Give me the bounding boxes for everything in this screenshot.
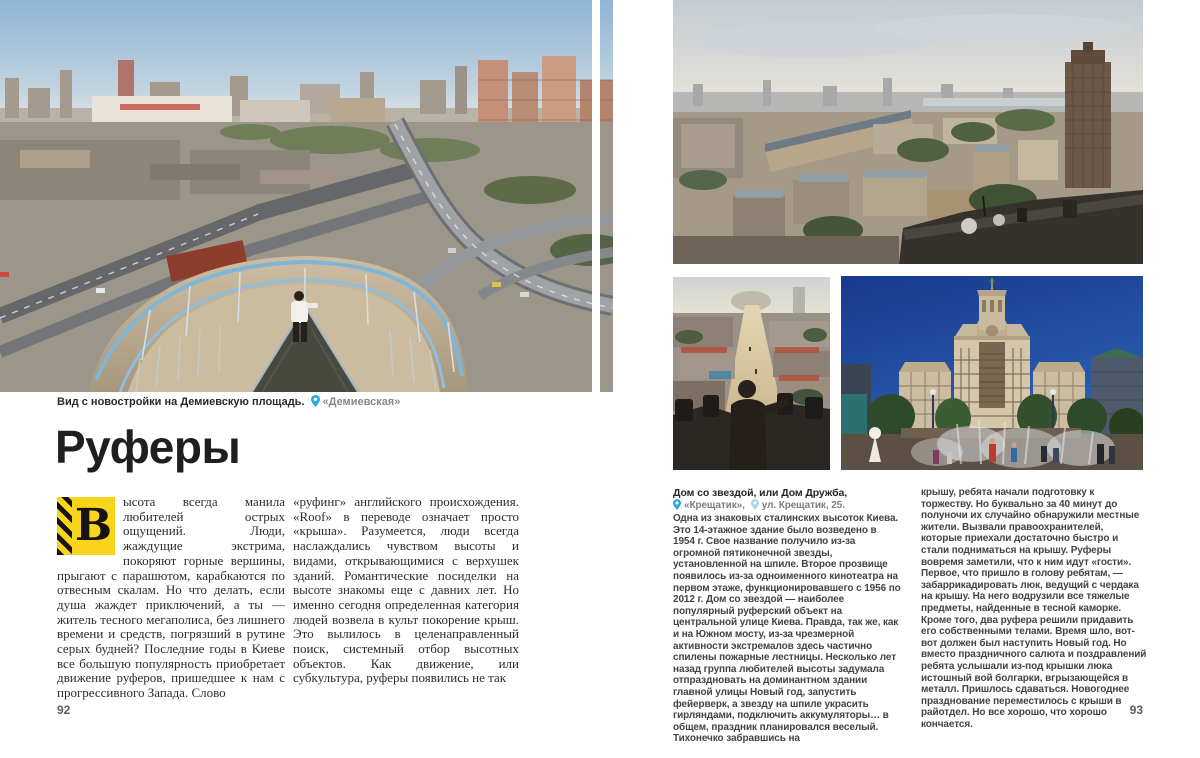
article-title: Руферы	[55, 421, 241, 473]
right-body-text-1: Одна из знаковых сталинских высоток Киева. Это 14-этажное здание было возведено в 1954 г. Свое название получило из-за огромной пятиконечной звезды, установленной на шпиле. Второе прозвище появилось из-за одноименного кинотеатра на первом этаже, функционировавшего с 1956 по 2012 г. Дом со звездой — наиболее популярный руферский объект на центральной улице Киева. Правда, так же, как и на Южном мосту, из-за чрезмерной активности экстремалов здесь частично спилены пожарные лестницы. Несколько лет назад группа любителей высоты задумала отпраздновать на доминантном здании главной улицы Новый год, запустить фейерверк, а звезду на шпиле украсить гирляндами, подключить аккумуляторы… в общем, праздник планировался веселый. Тихонечко забравшись на	[673, 513, 901, 745]
right-caption-location	[673, 499, 901, 512]
metro-pin-icon	[311, 395, 320, 407]
metro-station-label: «Крещатик»,	[684, 500, 745, 511]
address-label: ул. Крещатик, 25.	[761, 500, 845, 511]
right-caption-title: Дом со звездой, или Дом Дружба,	[673, 487, 848, 499]
dropcap-hazard-block	[57, 497, 115, 555]
body-column-1	[57, 494, 285, 701]
page-number-left: 92	[57, 703, 71, 717]
address-pin-icon	[751, 499, 759, 510]
left-photo-caption	[57, 395, 537, 410]
demiivska-rooftop-photo	[0, 0, 613, 392]
page-fold-line	[592, 0, 600, 392]
right-body-text-2: крышу, ребята начали подготовку к торжеству. Но буквально за 40 минут до полуночи их случайно обнаружили местные жители. Вызвали правоохранителей, которые приехали достаточно быстро и стали подниматься на крышу. Руферы вовремя заметили, что к ним идут «гости». Первое, что пришло в голову ребятам, — забаррикадировать люк, ведущий с чердака на крышу. На него водрузили все тяжелые предметы, найденные в тесной каморке. Кроме того, два руфера решили придавить его собственными телами. Время шло, вот-вот должен был наступить Новый год. Но вместо праздничного салюта и поздравлений ребята услышали из-под крышки люка истошный вой болгарки, вгрызающейся в металл. Пришлось сдаваться. Новогоднее празднование переместилось с крыши в райотдел. Но все хорошо, что хорошо кончается.	[921, 487, 1147, 730]
dropcap-letter: В	[74, 500, 113, 551]
right-column-2	[921, 487, 1147, 730]
body-text-2: «руфинг» английского происхождения. «Roof» в переводе означает просто «крыша». Разумеется, люди всегда наслаждались чувством высоты и видами, открывающимися с верхушек зданий. Романтические посиделки на высоте знакомы еще с давних лет. Но именно сегодня определенная категория людей возвела в культ покорение крыш. Это вылилось в целенаправленный поиск, системный отбор высотных объектов. Как движение, или субкультура, руферы появились не так	[293, 494, 519, 686]
right-column-1	[673, 487, 901, 745]
body-column-2	[293, 495, 519, 695]
metro-station-label: «Демиевская»	[322, 396, 401, 408]
page-number-right: 93	[1129, 703, 1143, 717]
hazard-stripes-icon	[57, 497, 72, 555]
body-text-1: ысота всегда манила любителей острых ощущений. Люди, жаждущие экстрима, покоряют горные вершины, прыгают с парашютом, карабкаются по отвесным скалам. Но что делать, если душа жаждет приключений, а ты — житель тесного мегаполиса, без лишнего времени и средств, погрязший в рутине серых будней? Последние годы в Киеве все большую популярность приобретает движение руферов, пришедшее к нам с прогрессивного Запада. Слово	[57, 494, 285, 701]
street-view-photo	[673, 277, 830, 470]
star-building-photo	[841, 276, 1143, 470]
metro-pin-icon	[673, 499, 681, 510]
khreshchatyk-panorama-photo	[673, 0, 1143, 264]
caption-text: Вид с новостройки на Демиевскую площадь.	[57, 396, 305, 408]
